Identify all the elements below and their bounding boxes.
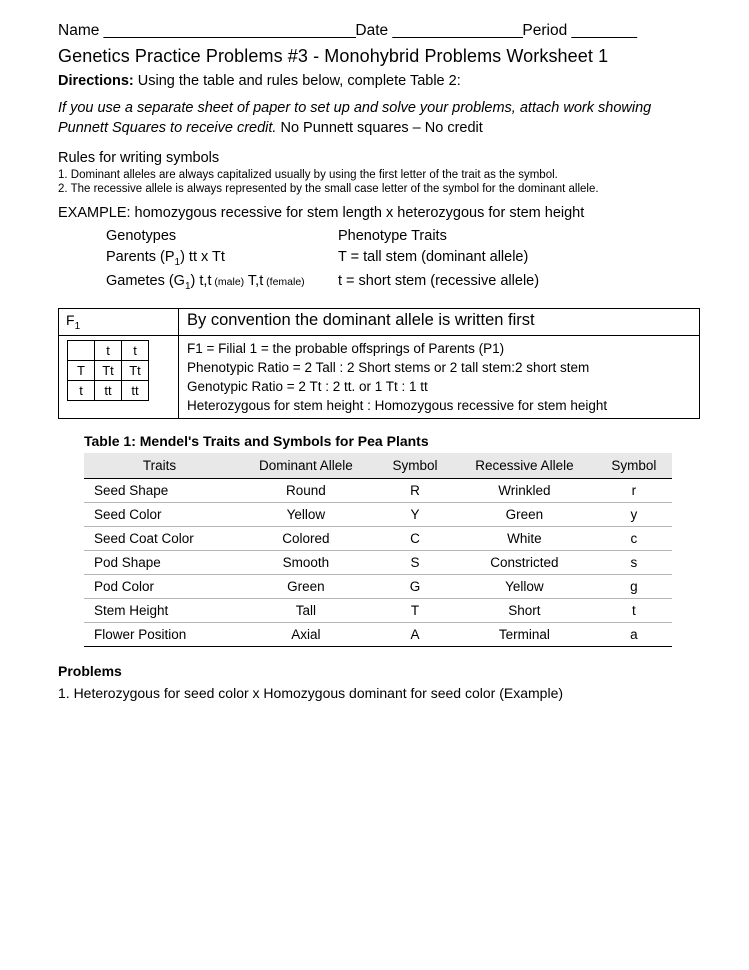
cell-dominant-symbol: R xyxy=(377,479,453,503)
punnett-cell: T xyxy=(68,360,95,380)
cell-recessive-symbol: g xyxy=(596,575,672,599)
cell-recessive: Yellow xyxy=(453,575,596,599)
directions-label: Directions: xyxy=(58,73,134,89)
period-label: Period xyxy=(522,22,572,39)
cell-trait: Flower Position xyxy=(84,623,235,647)
cell-recessive-symbol: s xyxy=(596,551,672,575)
student-info-line xyxy=(58,22,703,40)
gametes-suffix-2: T,t xyxy=(244,272,264,289)
parents-prefix: Parents (P xyxy=(106,249,175,266)
example-gametes-row xyxy=(106,271,703,294)
cell-dominant: Yellow xyxy=(235,503,377,527)
f1-panel xyxy=(58,308,700,419)
table-row xyxy=(84,503,672,527)
cell-dominant: Axial xyxy=(235,623,377,647)
cell-dominant-symbol: T xyxy=(377,599,453,623)
cell-recessive: White xyxy=(453,527,596,551)
f1-panel-body xyxy=(59,336,699,419)
punnett-cell: Tt xyxy=(122,360,149,380)
f1-panel-header xyxy=(59,309,699,336)
cell-dominant-symbol: G xyxy=(377,575,453,599)
table-row xyxy=(84,551,672,575)
punnett-square xyxy=(67,340,149,401)
cell-trait: Seed Shape xyxy=(84,479,235,503)
gametes-female-label: (female) xyxy=(263,275,305,288)
cell-dominant: Round xyxy=(235,479,377,503)
f1-explanation xyxy=(179,336,699,419)
cell-dominant-symbol: A xyxy=(377,623,453,647)
cell-recessive: Short xyxy=(453,599,596,623)
period-blank[interactable]: ________ xyxy=(571,22,637,39)
column-header-dominant-allele: Dominant Allele xyxy=(235,453,377,479)
cell-recessive: Green xyxy=(453,503,596,527)
cell-dominant: Tall xyxy=(235,599,377,623)
phenotype-traits-header: Phenotype Traits xyxy=(338,228,447,245)
cell-recessive: Wrinkled xyxy=(453,479,596,503)
traits-header-row xyxy=(84,453,672,479)
cell-trait: Seed Color xyxy=(84,503,235,527)
cell-trait: Pod Color xyxy=(84,575,235,599)
rules-heading: Rules for writing symbols xyxy=(58,150,220,167)
cell-dominant-symbol: C xyxy=(377,527,453,551)
date-label: Date xyxy=(355,22,393,39)
zygosity-note: Heterozygous for stem height : Homozygous recessive for stem height xyxy=(187,398,608,414)
punnett-cell: t xyxy=(95,340,122,360)
column-header-symbol-recessive: Symbol xyxy=(596,453,672,479)
credit-note xyxy=(58,99,703,138)
table1-title: Table 1: Mendel's Traits and Symbols for Pea Plants xyxy=(84,433,429,450)
punnett-cell: tt xyxy=(95,380,122,400)
recessive-allele-note: t = short stem (recessive allele) xyxy=(338,272,540,289)
example-block xyxy=(106,226,703,294)
punnett-cell: t xyxy=(122,340,149,360)
name-blank[interactable]: _______________________________ xyxy=(103,22,356,39)
convention-text: By convention the dominant allele is written first xyxy=(187,310,535,329)
credit-note-plain: No Punnett squares – No credit xyxy=(276,119,483,136)
traits-table-head xyxy=(84,453,672,479)
column-header-symbol-dominant: Symbol xyxy=(377,453,453,479)
cell-dominant: Smooth xyxy=(235,551,377,575)
cell-dominant: Colored xyxy=(235,527,377,551)
parents-subscript: 1 xyxy=(174,257,181,269)
punnett-cell xyxy=(68,340,95,360)
f1-label-text: F xyxy=(66,311,75,328)
gametes-subscript: 1 xyxy=(184,280,191,292)
punnett-row xyxy=(68,360,149,380)
punnett-row xyxy=(68,380,149,400)
problem-item-1: 1. Heterozygous for seed color x Homozygous dominant for seed color (Example) xyxy=(58,685,564,702)
punnett-cell: Tt xyxy=(95,360,122,380)
cell-dominant: Green xyxy=(235,575,377,599)
genotypic-ratio: Genotypic Ratio = 2 Tt : 2 tt. or 1 Tt : 1 tt xyxy=(187,379,428,395)
genotypes-header: Genotypes xyxy=(106,228,177,245)
directions-text: Using the table and rules below, complete Table 2: xyxy=(133,73,461,89)
traits-table xyxy=(84,453,672,647)
cell-trait: Seed Coat Color xyxy=(84,527,235,551)
directions-line xyxy=(58,73,703,89)
cell-trait: Stem Height xyxy=(84,599,235,623)
cell-recessive-symbol: a xyxy=(596,623,672,647)
punnett-row xyxy=(68,340,149,360)
table-row xyxy=(84,599,672,623)
parents-suffix: ) tt x Tt xyxy=(180,249,225,266)
cell-recessive: Terminal xyxy=(453,623,596,647)
page-title: Genetics Practice Problems #3 - Monohybrid Problems Worksheet 1 xyxy=(58,46,609,66)
punnett-square-container xyxy=(59,336,179,419)
cell-recessive-symbol: r xyxy=(596,479,672,503)
cell-recessive-symbol: t xyxy=(596,599,672,623)
cell-recessive: Constricted xyxy=(453,551,596,575)
cell-dominant-symbol: Y xyxy=(377,503,453,527)
f1-definition: F1 = Filial 1 = the probable offsprings of Parents (P1) xyxy=(187,340,505,356)
problems-heading: Problems xyxy=(58,663,122,680)
traits-table-body xyxy=(84,479,672,647)
parents-genotype xyxy=(106,247,338,270)
table-row xyxy=(84,479,672,503)
example-header-row xyxy=(106,226,703,247)
table-row xyxy=(84,575,672,599)
cell-recessive-symbol: c xyxy=(596,527,672,551)
gametes-suffix: ) t,t xyxy=(190,272,212,289)
name-label: Name xyxy=(58,22,104,39)
cell-dominant-symbol: S xyxy=(377,551,453,575)
gametes-prefix: Gametes (G xyxy=(106,272,185,289)
date-blank[interactable]: ________________ xyxy=(392,22,523,39)
column-header-traits: Traits xyxy=(84,453,235,479)
column-header-recessive-allele: Recessive Allele xyxy=(453,453,596,479)
f1-label xyxy=(59,309,179,335)
punnett-cell: t xyxy=(68,380,95,400)
credit-note-italic: If you use a separate sheet of paper to set up and solve your problems, attach work showing Punnett Squares to receive credit. xyxy=(58,100,652,136)
table-row xyxy=(84,623,672,647)
table-row xyxy=(84,527,672,551)
f1-label-subscript: 1 xyxy=(74,320,81,332)
cell-trait: Pod Shape xyxy=(84,551,235,575)
cell-recessive-symbol: y xyxy=(596,503,672,527)
example-heading: EXAMPLE: homozygous recessive for stem length x heterozygous for stem height xyxy=(58,205,585,222)
phenotypic-ratio: Phenotypic Ratio = 2 Tall : 2 Short stems or 2 tall stem:2 short stem xyxy=(187,359,590,375)
rule-item-2: 2. The recessive allele is always represented by the small case letter of the symbol for the dominant allele. xyxy=(58,183,599,196)
gametes-genotype xyxy=(106,271,338,294)
example-parents-row xyxy=(106,247,703,270)
rule-item-1: 1. Dominant alleles are always capitalized usually by using the first letter of the trait as the symbol. xyxy=(58,169,558,182)
punnett-cell: tt xyxy=(122,380,149,400)
gametes-male-label: (male) xyxy=(211,275,245,288)
dominant-allele-note: T = tall stem (dominant allele) xyxy=(338,249,529,266)
